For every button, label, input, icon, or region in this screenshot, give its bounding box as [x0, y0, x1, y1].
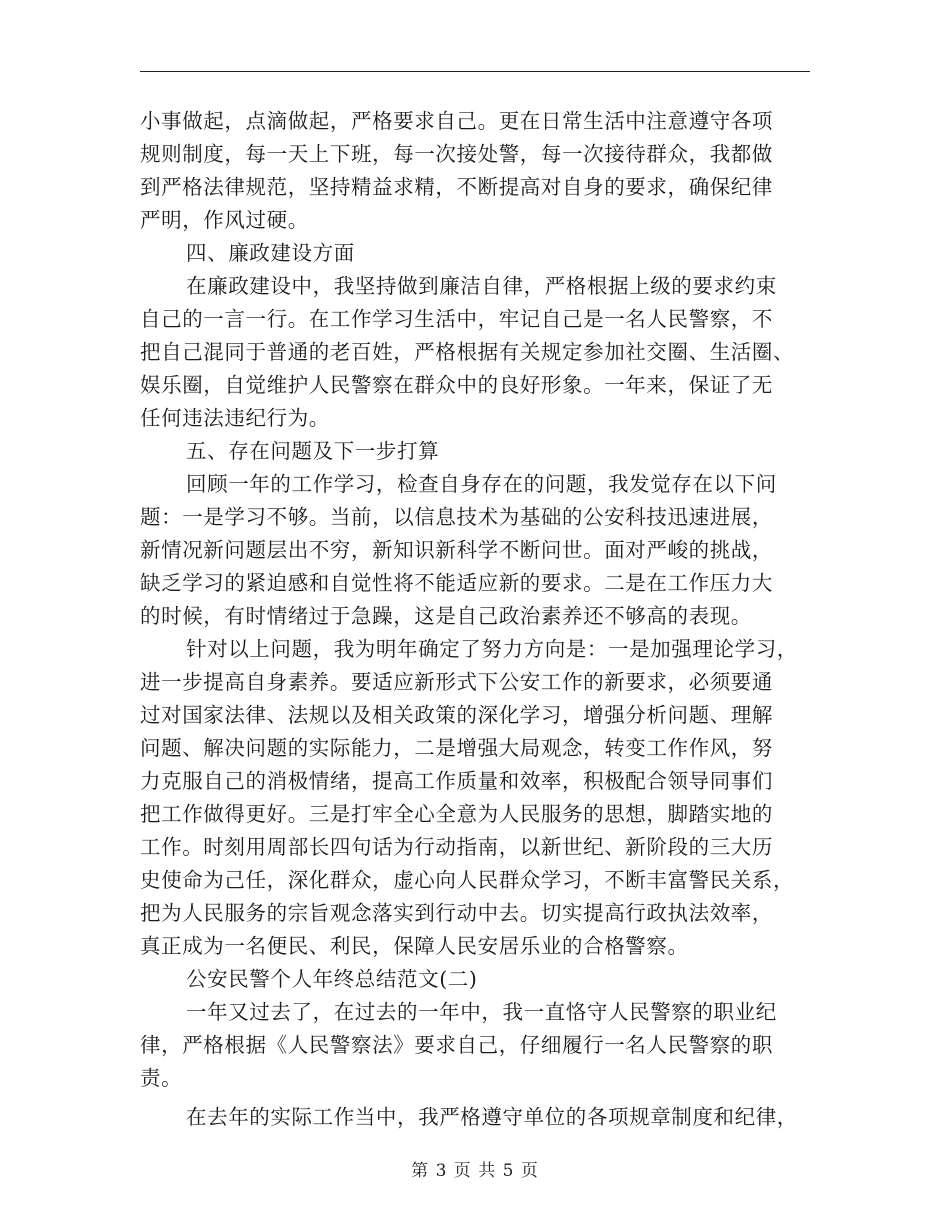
text-line: 力克服自己的消极情绪，提高工作质量和效率，积极配合领导同事们	[140, 769, 773, 793]
text-line: 缺乏学习的紧迫感和自觉性将不能适应新的要求。二是在工作压力大	[140, 571, 773, 595]
text-line: 任何违法违纪行为。	[140, 406, 330, 430]
page-number: 第 3 页 共 5 页	[411, 1161, 539, 1181]
text-line: 进一步提高自身素养。要适应新形式下公安工作的新要求，必须要通	[140, 670, 773, 694]
section-heading: 公安民警个人年终总结范文(二)	[186, 967, 478, 991]
text-line: 把自己混同于普通的老百姓，严格根据有关规定参加社交圈、生活圈、	[140, 340, 795, 364]
text-line: 律，严格根据《人民警察法》要求自己，仔细履行一名人民警察的职	[140, 1033, 773, 1057]
text-line: 真正成为一名便民、利民，保障人民安居乐业的合格警察。	[140, 934, 689, 958]
header-rule	[140, 71, 810, 72]
text-line: 在去年的实际工作当中，我严格遵守单位的各项规章制度和纪律，	[186, 1105, 798, 1129]
text-line: 工作。时刻用周部长四句话为行动指南，以新世纪、新阶段的三大历	[140, 835, 773, 859]
text-line: 的时候，有时情绪过于急躁，这是自己政治素养还不够高的表现。	[140, 604, 752, 628]
text-line: 一年又过去了，在过去的一年中，我一直恪守人民警察的职业纪	[186, 1000, 777, 1024]
text-line: 自己的一言一行。在工作学习生活中，牢记自己是一名人民警察，不	[140, 307, 773, 331]
text-line: 责。	[140, 1066, 183, 1090]
section-heading: 四、廉政建设方面	[186, 241, 355, 265]
text-line: 史使命为己任，深化群众，虚心向人民群众学习，不断丰富警民关系，	[140, 868, 795, 892]
text-line: 题：一是学习不够。当前，以信息技术为基础的公安科技迅速进展，	[140, 505, 773, 529]
text-line: 娱乐圈，自觉维护人民警察在群众中的良好形象。一年来，保证了无	[140, 373, 773, 397]
text-line: 规则制度，每一天上下班，每一次接处警，每一次接待群众，我都做	[140, 142, 773, 166]
text-line: 回顾一年的工作学习，检查自身存在的问题，我发觉存在以下问	[186, 472, 777, 496]
text-line: 严明，作风过硬。	[140, 208, 309, 232]
text-line: 到严格法律规范，坚持精益求精，不断提高对自身的要求，确保纪律	[140, 175, 773, 199]
text-line: 针对以上问题，我为明年确定了努力方向是：一是加强理论学习，	[186, 637, 798, 661]
section-heading: 五、存在问题及下一步打算	[186, 439, 440, 463]
text-line: 过对国家法律、法规以及相关政策的深化学习，增强分析问题、理解	[140, 703, 773, 727]
text-line: 在廉政建设中，我坚持做到廉洁自律，严格根据上级的要求约束	[186, 274, 777, 298]
text-line: 把工作做得更好。三是打牢全心全意为人民服务的思想，脚踏实地的	[140, 802, 773, 826]
text-line: 新情况新问题层出不穷，新知识新科学不断问世。面对严峻的挑战，	[140, 538, 773, 562]
text-line: 问题、解决问题的实际能力，二是增强大局观念，转变工作作风，努	[140, 736, 773, 760]
text-line: 把为人民服务的宗旨观念落实到行动中去。切实提高行政执法效率，	[140, 901, 773, 925]
text-line: 小事做起，点滴做起，严格要求自己。更在日常生活中注意遵守各项	[140, 109, 773, 133]
